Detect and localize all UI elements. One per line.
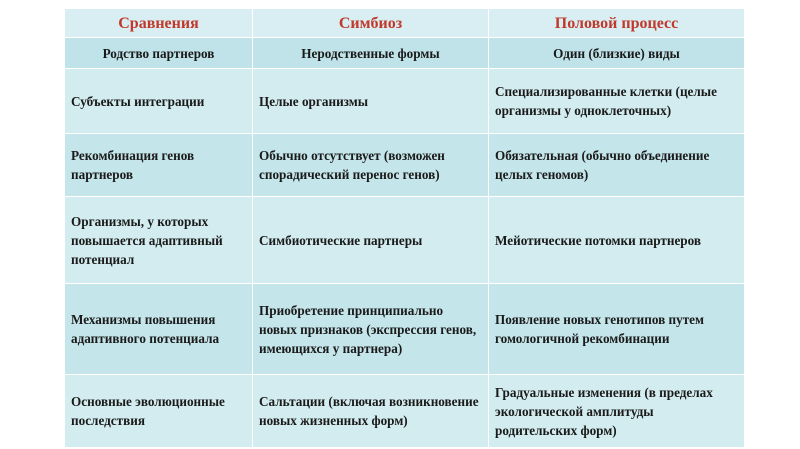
comparison-table [64, 8, 745, 448]
table-row [65, 197, 745, 284]
table-row [65, 284, 745, 375]
row-label: Субъекты интеграции [65, 69, 253, 134]
header-symbiosis: Симбиоз [253, 9, 489, 38]
header-row [65, 9, 745, 38]
sexual-process-cell: Градуальные изменения (в пределах экологической амплитуды родительских форм) [489, 375, 745, 448]
comparison-table-wrapper [64, 8, 744, 445]
subheader-cell: Родство партнеров [65, 38, 253, 69]
table-row [65, 69, 745, 134]
table-row [65, 375, 745, 448]
symbiosis-cell: Симбиотические партнеры [253, 197, 489, 284]
symbiosis-cell: Обычно отсутствует (возможен спорадический перенос генов) [253, 134, 489, 197]
table-row [65, 134, 745, 197]
row-label: Рекомбинация генов партнеров [65, 134, 253, 197]
row-label: Организмы, у которых повышается адаптивный потенциал [65, 197, 253, 284]
symbiosis-cell: Целые организмы [253, 69, 489, 134]
row-label: Основные эволюционные последствия [65, 375, 253, 448]
sexual-process-cell: Мейотические потомки партнеров [489, 197, 745, 284]
row-label: Механизмы повышения адаптивного потенциала [65, 284, 253, 375]
subheader-row [65, 38, 745, 69]
header-sexual-process: Половой процесс [489, 9, 745, 38]
sexual-process-cell: Обязательная (обычно объединение целых геномов) [489, 134, 745, 197]
subheader-cell: Один (близкие) виды [489, 38, 745, 69]
sexual-process-cell: Специализированные клетки (целые организмы у одноклеточных) [489, 69, 745, 134]
sexual-process-cell: Появление новых генотипов путем гомологичной рекомбинации [489, 284, 745, 375]
symbiosis-cell: Приобретение принципиально новых признаков (экспрессия генов, имеющихся у партнера) [253, 284, 489, 375]
subheader-cell: Неродственные формы [253, 38, 489, 69]
symbiosis-cell: Сальтации (включая возникновение новых жизненных форм) [253, 375, 489, 448]
header-comparison: Сравнения [65, 9, 253, 38]
